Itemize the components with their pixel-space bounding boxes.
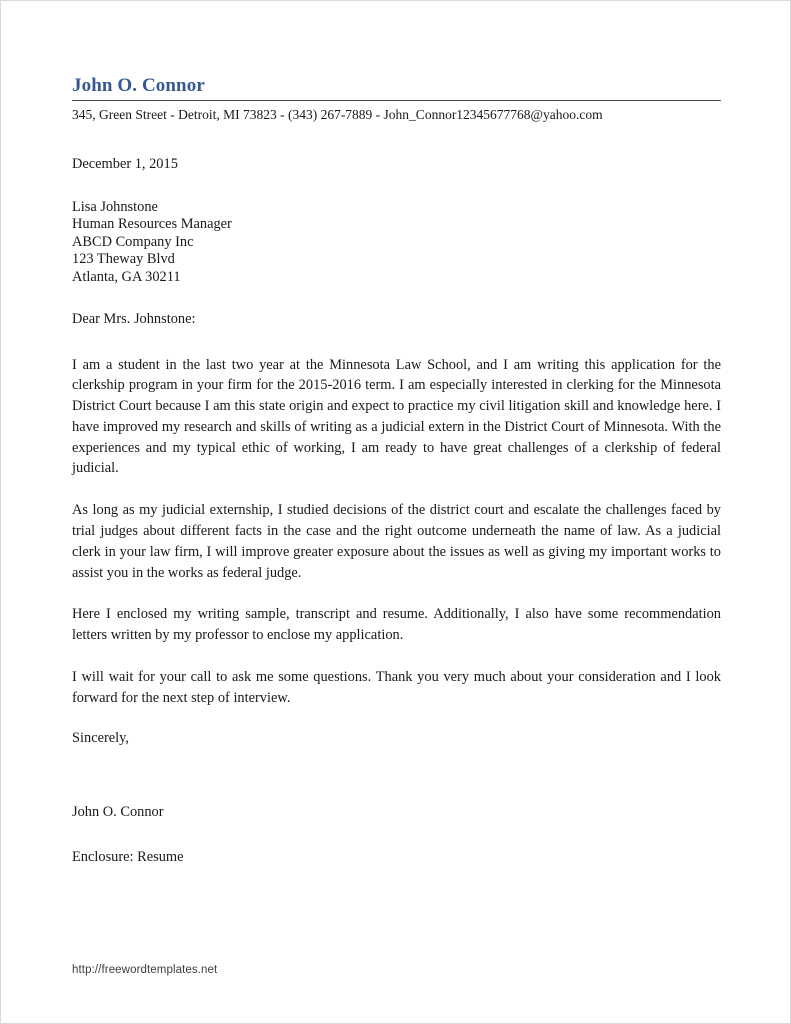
signature-name: John O. Connor [72,804,164,821]
recipient-company: ABCD Company Inc [72,233,194,250]
letterhead-contact-line: 345, Green Street - Detroit, MI 73823 - (343) 267-7889 - John_Connor12345677768@yahoo.com [72,107,603,122]
recipient-address-block [72,199,721,287]
recipient-street: 123 Theway Blvd [72,251,175,267]
salutation: Dear Mrs. Johnstone: [72,311,196,327]
enclosure-line: Enclosure: Resume [72,848,184,865]
recipient-title: Human Resources Manager [72,216,232,232]
recipient-city-state-zip: Atlanta, GA 30211 [72,268,181,285]
recipient-name: Lisa Johnstone [72,198,158,215]
letterhead-name: John O. Connor [72,75,205,96]
letterhead-divider [72,100,721,101]
letterhead [72,75,721,123]
letter-body [72,156,721,866]
closing-line: Sincerely, [72,729,130,746]
footer-url[interactable]: http://freewordtemplates.net [72,964,218,976]
body-paragraph-4: I will wait for your call to ask me some questions. Thank you very much about your consideration and I look forward for the next step of interview. [72,669,721,706]
date-line: December 1, 2015 [72,156,178,172]
body-paragraph-1: I am a student in the last two year at the Minnesota Law School, and I am writing this application for the clerkship program in your firm for the 2015-2016 term. I am especially interested in clerking for the Minnesota District Court because I am this state origin and expect to practice my civil litigation skill and knowledge here. I have improved my research and skills of writing as a judicial extern in the District Court of Minnesota. With the experiences and my typical ethic of working, I am ready to have great challenges of a clerkship of federal judicial. [72,356,721,477]
body-paragraph-2: As long as my judicial externship, I studied decisions of the district court and escalate the challenges faced by trial judges about different facts in the case and the right outcome underneath the name of law. As a judicial clerk in your law firm, I will improve greater exposure about the issues as well as giving my important works to assist you in the works as federal judge. [72,502,721,581]
body-paragraph-3: Here I enclosed my writing sample, transcript and resume. Additionally, I also have some recommendation letters written by my professor to enclose my application. [72,606,721,644]
